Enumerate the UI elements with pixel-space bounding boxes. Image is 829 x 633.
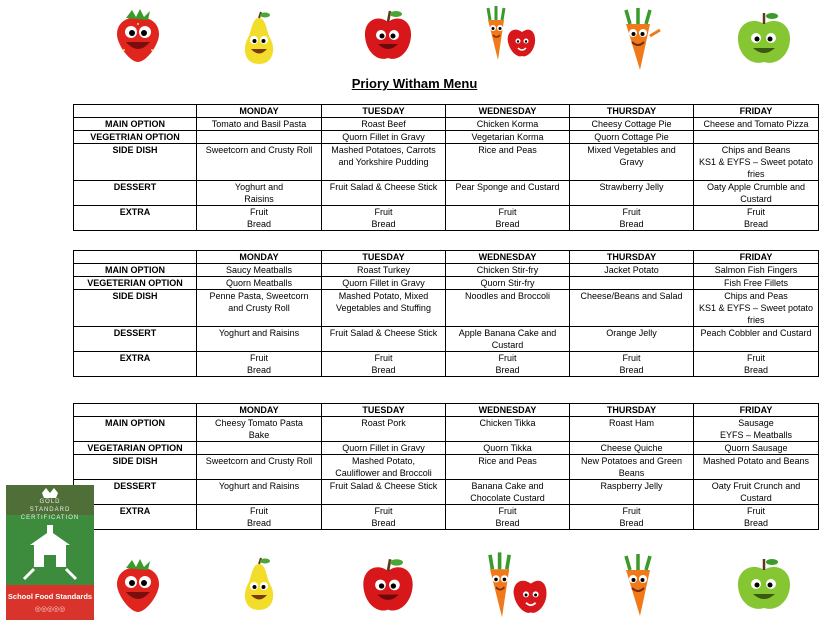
- menu-cell: [322, 417, 446, 442]
- menu-cell-line: Fruit: [622, 506, 641, 516]
- menu-row: [74, 264, 819, 277]
- menu-cell-line: Chicken Stir-fry: [476, 265, 539, 275]
- menu-cell-line: Fruit: [747, 353, 765, 363]
- menu-cell: [694, 417, 819, 442]
- row-label: MAIN OPTION: [74, 118, 197, 131]
- corner-cell: [74, 251, 197, 264]
- day-header: WEDNESDAY: [446, 404, 570, 417]
- day-header: THURSDAY: [570, 251, 694, 264]
- menu-cell-line: Strawberry Jelly: [599, 182, 664, 192]
- menu-row: [74, 181, 819, 206]
- day-header-row: [74, 105, 819, 118]
- menu-cell: [197, 131, 322, 144]
- menu-cell: [322, 327, 446, 352]
- menu-cell-line: Bread: [246, 219, 272, 229]
- menu-cell-line: Roast Beef: [361, 119, 406, 129]
- badge-standard: STANDARD: [29, 507, 71, 513]
- menu-cell-line: Vegetables and Stuffing: [336, 303, 431, 313]
- menu-cell: [694, 505, 819, 530]
- menu-cell: [446, 264, 570, 277]
- menu-cell-line: Fruit Salad & Cheese Stick: [329, 328, 438, 338]
- menu-cell-line: Fruit: [498, 353, 517, 363]
- menu-cell-line: Roast Pork: [361, 418, 406, 428]
- menu-cell-line: Penne Pasta, Sweetcorn: [209, 291, 309, 301]
- row-label: VEGETARIAN OPTION: [74, 442, 197, 455]
- menu-cell: [570, 455, 694, 480]
- menu-cell-line: Bread: [619, 518, 644, 528]
- menu-cell: [446, 327, 570, 352]
- menu-cell: [570, 144, 694, 181]
- day-header: WEDNESDAY: [446, 251, 570, 264]
- menu-cell: [322, 264, 446, 277]
- menu-cell-line: Quorn Fillet in Gravy: [342, 278, 425, 288]
- day-header: TUESDAY: [322, 404, 446, 417]
- menu-cell: [694, 442, 819, 455]
- menu-cell: [322, 277, 446, 290]
- menu-cell: [694, 352, 819, 377]
- menu-cell-line: Quorn Sausage: [724, 443, 788, 453]
- row-label: MAIN OPTION: [74, 417, 197, 442]
- menu-cell-line: Sausage: [738, 418, 774, 428]
- carrot-apple-icon: [478, 4, 538, 64]
- week-1-table: [73, 104, 819, 231]
- school-food-standards-badge: [6, 485, 94, 620]
- menu-cell-line: Oaty Fruit Crunch and: [711, 481, 801, 491]
- menu-cell-line: Beans: [618, 468, 645, 478]
- menu-row: [74, 442, 819, 455]
- menu-cell: [570, 181, 694, 206]
- menu-cell: [446, 480, 570, 505]
- menu-cell-line: Bread: [371, 219, 396, 229]
- menu-cell-line: Fruit: [374, 506, 393, 516]
- menu-cell: [322, 442, 446, 455]
- menu-cell-line: Jacket Potato: [604, 265, 659, 275]
- menu-cell: [197, 264, 322, 277]
- menu-cell-line: Bread: [371, 365, 396, 375]
- menu-cell: [446, 206, 570, 231]
- menu-cell-line: Bread: [246, 518, 272, 528]
- row-label: VEGETERIAN OPTION: [74, 277, 197, 290]
- menu-cell-line: Salmon Fish Fingers: [714, 265, 798, 275]
- row-label: DESSERT: [74, 327, 197, 352]
- row-label: VEGETRIAN OPTION: [74, 131, 197, 144]
- menu-cell: [446, 144, 570, 181]
- carrot-icon: [612, 552, 664, 618]
- menu-cell: [570, 118, 694, 131]
- strawberry-icon: [112, 556, 164, 614]
- menu-cell-line: Chicken Tikka: [479, 418, 536, 428]
- menu-cell: [694, 131, 819, 144]
- menu-cell: [446, 417, 570, 442]
- corner-cell: [74, 105, 197, 118]
- row-label: SIDE DISH: [74, 144, 197, 181]
- menu-cell-line: Cheesy Cottage Pie: [591, 119, 672, 129]
- menu-cell: [694, 118, 819, 131]
- menu-cell: [446, 290, 570, 327]
- row-label: SIDE DISH: [74, 290, 197, 327]
- menu-cell: [694, 290, 819, 327]
- menu-row: [74, 131, 819, 144]
- menu-cell-line: Bread: [743, 518, 769, 528]
- menu-row: [74, 327, 819, 352]
- menu-cell-line: Chips and Beans: [721, 145, 791, 155]
- menu-cell: [694, 264, 819, 277]
- menu-row: [74, 206, 819, 231]
- menu-cell-line: Bread: [495, 219, 520, 229]
- menu-cell: [322, 181, 446, 206]
- menu-cell: [570, 417, 694, 442]
- day-header: MONDAY: [197, 105, 322, 118]
- menu-cell-line: Roast Turkey: [356, 265, 411, 275]
- menu-cell-line: Apple Banana Cake and: [458, 328, 557, 338]
- badge-caption: School Food Standards: [7, 592, 93, 601]
- menu-cell-line: Mashed Potato,: [351, 456, 416, 466]
- menu-cell-line: Fruit: [622, 207, 641, 217]
- carrot-apple-icon: [478, 550, 550, 622]
- menu-cell: [570, 290, 694, 327]
- menu-row: [74, 417, 819, 442]
- menu-cell: [322, 144, 446, 181]
- day-header: THURSDAY: [570, 105, 694, 118]
- menu-cell-line: Yoghurt and Raisins: [218, 481, 300, 491]
- menu-cell-line: Quorn Cottage Pie: [594, 132, 669, 142]
- menu-cell: [197, 442, 322, 455]
- menu-cell-line: Custard: [740, 194, 772, 204]
- menu-cell-line: Saucy Meatballs: [225, 265, 293, 275]
- menu-cell: [446, 455, 570, 480]
- menu-cell-line: Fruit: [374, 207, 393, 217]
- menu-cell-line: Sweetcorn and Crusty Roll: [205, 145, 313, 155]
- menu-cell: [446, 181, 570, 206]
- menu-cell-line: Chicken Korma: [476, 119, 539, 129]
- menu-cell-line: Cheese and Tomato Pizza: [703, 119, 809, 129]
- apple-icon: [358, 554, 418, 618]
- menu-cell: [570, 327, 694, 352]
- pear-icon: [238, 10, 280, 68]
- menu-cell-line: Fruit: [250, 353, 268, 363]
- menu-cell: [570, 480, 694, 505]
- menu-cell: [570, 442, 694, 455]
- strawberry-icon: [112, 6, 164, 64]
- menu-cell-line: and Yorkshire Pudding: [338, 157, 429, 167]
- menu-cell: [570, 505, 694, 530]
- menu-cell-line: fries: [747, 315, 765, 325]
- menu-cell-line: Vegetarian Korma: [471, 132, 544, 142]
- menu-cell: [446, 442, 570, 455]
- menu-cell: [197, 480, 322, 505]
- menu-cell: [446, 118, 570, 131]
- menu-row: [74, 118, 819, 131]
- menu-cell: [446, 277, 570, 290]
- menu-cell-line: Yoghurt and: [234, 182, 284, 192]
- menu-cell-line: Fruit Salad & Cheese Stick: [329, 481, 438, 491]
- menu-cell: [570, 131, 694, 144]
- menu-cell: [197, 352, 322, 377]
- menu-cell-line: Custard: [491, 340, 524, 350]
- row-label: EXTRA: [74, 505, 197, 530]
- menu-cell-line: Peach Cobbler and Custard: [700, 328, 812, 338]
- menu-cell: [197, 118, 322, 131]
- carrot-icon: [612, 6, 664, 72]
- menu-cell: [197, 327, 322, 352]
- menu-cell-line: Noodles and Broccoli: [464, 291, 551, 301]
- menu-cell-line: Fruit: [250, 207, 268, 217]
- row-label: EXTRA: [74, 352, 197, 377]
- menu-cell-line: Fruit: [250, 506, 268, 516]
- menu-cell-line: Bread: [371, 518, 396, 528]
- menu-cell-line: Mashed Potato, Mixed: [338, 291, 429, 301]
- menu-cell-line: Raspberry Jelly: [600, 481, 663, 491]
- menu-row: [74, 455, 819, 480]
- menu-cell-line: Cheese Quiche: [600, 443, 663, 453]
- menu-cell-line: KS1 & EYFS – Sweet potato: [698, 157, 814, 167]
- menu-cell-line: Fruit: [747, 506, 765, 516]
- menu-cell-line: Bread: [743, 365, 769, 375]
- menu-cell: [322, 505, 446, 530]
- row-label: EXTRA: [74, 206, 197, 231]
- menu-cell-line: Bake: [248, 430, 270, 440]
- menu-cell: [570, 264, 694, 277]
- menu-cell-line: Raisins: [244, 194, 274, 204]
- week-3-table: [73, 403, 819, 530]
- menu-cell: [694, 327, 819, 352]
- menu-cell-line: Tomato and Basil Pasta: [211, 119, 307, 129]
- menu-cell-line: Oaty Apple Crumble and: [706, 182, 806, 192]
- day-header: FRIDAY: [694, 251, 819, 264]
- menu-cell: [570, 206, 694, 231]
- row-label: DESSERT: [74, 480, 197, 505]
- menu-cell: [694, 480, 819, 505]
- menu-cell: [446, 352, 570, 377]
- menu-cell: [322, 352, 446, 377]
- page-title: Priory Witham Menu: [351, 76, 478, 91]
- menu-cell: [322, 131, 446, 144]
- menu-cell-line: Fruit: [498, 506, 517, 516]
- menu-cell: [694, 206, 819, 231]
- menu-cell-line: Bread: [619, 219, 644, 229]
- day-header: MONDAY: [197, 404, 322, 417]
- menu-cell-line: Orange Jelly: [606, 328, 657, 338]
- menu-cell-line: EYFS – Meatballs: [719, 430, 793, 440]
- day-header: FRIDAY: [694, 105, 819, 118]
- day-header: MONDAY: [197, 251, 322, 264]
- menu-cell-line: Fish Free Fillets: [723, 278, 788, 288]
- menu-row: [74, 480, 819, 505]
- menu-cell: [322, 118, 446, 131]
- menu-cell-line: Mashed Potato and Beans: [702, 456, 810, 466]
- menu-cell-line: fries: [747, 169, 765, 179]
- apple-icon: [360, 8, 416, 64]
- menu-cell: [322, 206, 446, 231]
- menu-cell-line: Cauliflower and Broccoli: [335, 468, 432, 478]
- menu-cell-line: Gravy: [619, 157, 644, 167]
- menu-cell-line: Bread: [495, 365, 520, 375]
- day-header: TUESDAY: [322, 105, 446, 118]
- menu-cell-line: Custard: [740, 493, 772, 503]
- day-header: TUESDAY: [322, 251, 446, 264]
- menu-cell: [446, 131, 570, 144]
- menu-cell-line: Chips and Peas: [724, 291, 788, 301]
- menu-cell-line: and Crusty Roll: [228, 303, 290, 313]
- menu-cell: [446, 505, 570, 530]
- green-apple-icon: [734, 10, 794, 68]
- menu-cell: [322, 455, 446, 480]
- menu-row: [74, 505, 819, 530]
- menu-cell-line: Fruit: [498, 207, 517, 217]
- menu-cell: [197, 181, 322, 206]
- menu-cell-line: Yoghurt and Raisins: [218, 328, 300, 338]
- menu-cell: [694, 181, 819, 206]
- day-header: THURSDAY: [570, 404, 694, 417]
- menu-cell-line: Quorn Stir-fry: [480, 278, 535, 288]
- badge-stars: ◎◎◎◎◎: [34, 606, 66, 613]
- row-label: SIDE DISH: [74, 455, 197, 480]
- menu-row: [74, 290, 819, 327]
- menu-cell: [694, 455, 819, 480]
- menu-cell-line: Pear Sponge and Custard: [455, 182, 560, 192]
- menu-cell: [322, 480, 446, 505]
- menu-cell-line: Chocolate Custard: [470, 493, 545, 503]
- menu-cell-line: Rice and Peas: [478, 456, 537, 466]
- menu-cell-line: New Potatoes and Green: [580, 456, 683, 466]
- menu-cell-line: KS1 & EYFS – Sweet potato: [698, 303, 814, 313]
- menu-cell: [197, 455, 322, 480]
- menu-cell-line: Mashed Potatoes, Carrots: [331, 145, 436, 155]
- menu-cell-line: Rice and Peas: [478, 145, 537, 155]
- day-header: FRIDAY: [694, 404, 819, 417]
- menu-cell-line: Bread: [743, 219, 769, 229]
- menu-row: [74, 144, 819, 181]
- menu-cell: [197, 505, 322, 530]
- menu-cell: [694, 277, 819, 290]
- menu-cell-line: Fruit Salad & Cheese Stick: [329, 182, 438, 192]
- corner-cell: [74, 404, 197, 417]
- menu-cell-line: Fruit: [622, 353, 641, 363]
- menu-cell-line: Bread: [246, 365, 272, 375]
- badge-gold: GOLD: [39, 499, 61, 505]
- menu-cell-line: Sweetcorn and Crusty Roll: [205, 456, 313, 466]
- menu-cell-line: Banana Cake and: [471, 481, 544, 491]
- menu-row: [74, 277, 819, 290]
- day-header: WEDNESDAY: [446, 105, 570, 118]
- menu-cell-line: Quorn Meatballs: [225, 278, 293, 288]
- week-2-table: [73, 250, 819, 377]
- menu-cell: [322, 290, 446, 327]
- menu-cell: [197, 417, 322, 442]
- menu-cell: [694, 144, 819, 181]
- row-label: MAIN OPTION: [74, 264, 197, 277]
- menu-cell-line: Mixed Vegetables and: [587, 145, 676, 155]
- menu-cell-line: Fruit: [747, 207, 765, 217]
- row-label: DESSERT: [74, 181, 197, 206]
- menu-cell-line: Cheesy Tomato Pasta: [215, 418, 303, 428]
- menu-cell: [570, 277, 694, 290]
- day-header-row: [74, 251, 819, 264]
- day-header-row: [74, 404, 819, 417]
- menu-cell: [197, 290, 322, 327]
- menu-cell-line: Bread: [619, 365, 644, 375]
- green-apple-icon: [734, 556, 794, 614]
- menu-cell-line: Fruit: [374, 353, 393, 363]
- menu-cell-line: Quorn Tikka: [483, 443, 532, 453]
- menu-row: [74, 352, 819, 377]
- badge-certification: CERTIFICATION: [20, 515, 80, 521]
- menu-cell: [197, 206, 322, 231]
- menu-cell-line: Quorn Fillet in Gravy: [342, 132, 425, 142]
- menu-cell: [570, 352, 694, 377]
- menu-cell: [197, 277, 322, 290]
- menu-cell-line: Bread: [495, 518, 520, 528]
- menu-cell-line: Roast Ham: [608, 418, 654, 428]
- menu-cell-line: Cheese/Beans and Salad: [580, 291, 683, 301]
- menu-cell-line: Quorn Fillet in Gravy: [342, 443, 425, 453]
- pear-icon: [238, 556, 280, 614]
- menu-cell: [197, 144, 322, 181]
